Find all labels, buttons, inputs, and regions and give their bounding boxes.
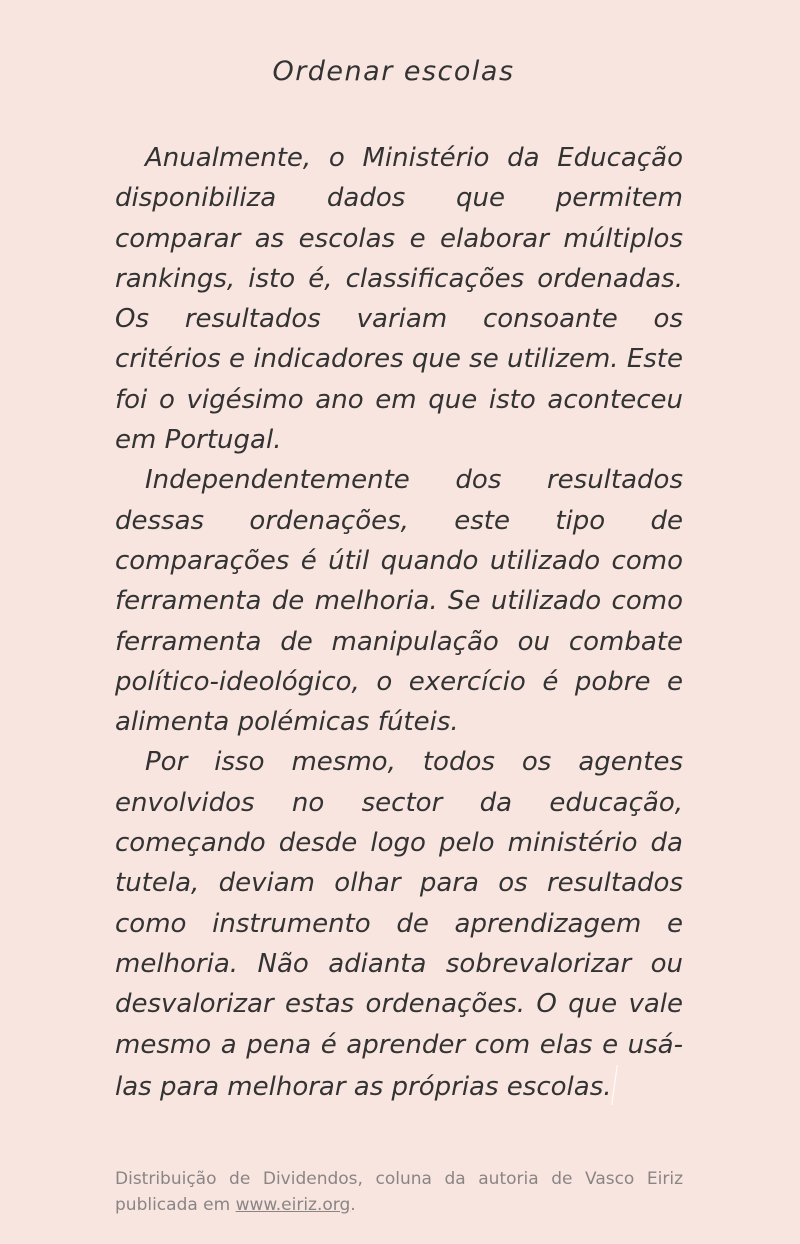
paragraph-text: Por isso mesmo, todos os agentes envolvidos no sector da educação, começando desde logo pelo ministério da tutela, deviam olhar para os resultados como instrumento de aprendizagem e melhoria. Não adianta sobrevalorizar ou desvalorizar estas ordenações. O que vale mesmo a pena é aprender com elas e usá-las para melhorar as próprias escolas. (115, 747, 683, 1102)
paragraph-text: Independentemente dos resultados dessas ordenações, este tipo de comparações é útil quando utilizado como ferramenta de melhoria. Se utilizado como ferramenta de manipulação ou combate político-ideológico, o exercício é pobre e alimenta polémicas fúteis. (115, 465, 683, 738)
article-paragraph (115, 742, 683, 1107)
article-body (115, 138, 683, 1107)
footer-credit (115, 1166, 683, 1218)
article-paragraph (115, 460, 683, 742)
article-title: Ordenar escolas (272, 56, 515, 87)
footer-period: . (350, 1195, 356, 1215)
article-paragraph (115, 138, 683, 460)
paragraph-text: Anualmente, o Ministério da Educação disponibiliza dados que permitem comparar as escolas e elaborar múltiplos rankings, isto é, classificações ordenadas. Os resultados variam consoante os critérios e indicadores que se utilizem. Este foi o vigésimo ano em que isto aconteceu em Portugal. (115, 143, 683, 456)
footer-link[interactable]: www.eiriz.org (235, 1195, 351, 1215)
footer-text: Distribuição de Dividendos, coluna da autoria de Vasco Eiriz publicada em (115, 1169, 683, 1215)
